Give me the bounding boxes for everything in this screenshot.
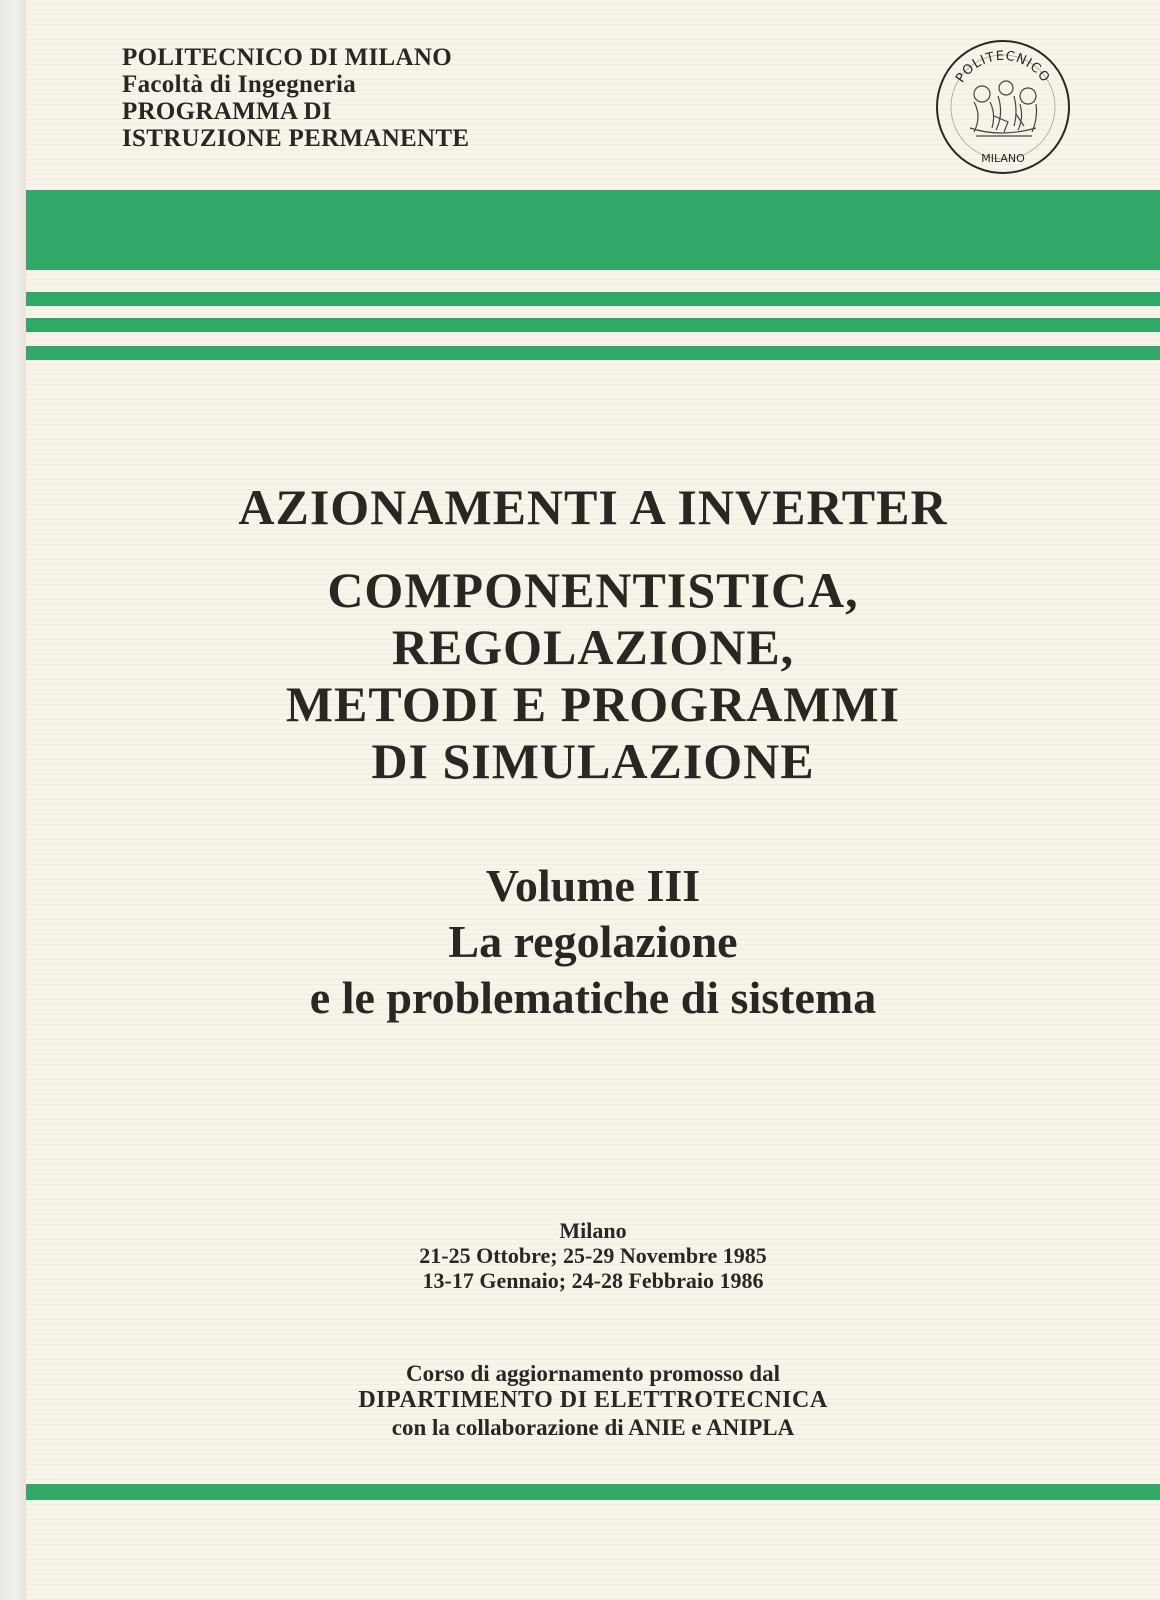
book-spine-edge bbox=[0, 0, 26, 1600]
main-title: AZIONAMENTI A INVERTER bbox=[238, 479, 948, 535]
program-name-line1: PROGRAMMA DI bbox=[122, 98, 332, 125]
program-name-line2: ISTRUZIONE PERMANENTE bbox=[122, 125, 470, 152]
institution-header bbox=[122, 44, 469, 152]
institution-name: POLITECNICO DI MILANO bbox=[122, 44, 452, 71]
cover-page bbox=[26, 0, 1160, 1600]
svg-text:POLITECNICO bbox=[953, 49, 1053, 86]
course-info bbox=[26, 1360, 1160, 1441]
politecnico-seal bbox=[932, 36, 1074, 178]
seal-top-text: POLITECNICO bbox=[953, 48, 1053, 86]
course-description: Corso di aggiornamento promosso dal bbox=[406, 1361, 780, 1386]
event-dates-1986: 13-17 Gennaio; 24-28 Febbraio 1986 bbox=[422, 1268, 764, 1293]
collaboration-note: con la collaborazione di ANIE e ANIPLA bbox=[391, 1415, 795, 1440]
green-stripe-3 bbox=[26, 346, 1160, 360]
green-band-thick bbox=[26, 190, 1160, 270]
department-name: DIPARTIMENTO DI ELETTROTECNICA bbox=[358, 1387, 828, 1413]
subtitle-line-2: REGOLAZIONE, bbox=[391, 619, 795, 675]
subtitle-line-4: DI SIMULAZIONE bbox=[371, 733, 815, 789]
green-stripe-2 bbox=[26, 318, 1160, 332]
volume-title-line-2: e le problematiche di sistema bbox=[309, 972, 877, 1023]
volume-number: Volume III bbox=[485, 860, 701, 911]
event-dates-1985: 21-25 Ottobre; 25-29 Novembre 1985 bbox=[419, 1243, 767, 1268]
green-stripe-1 bbox=[26, 292, 1160, 306]
green-band-bottom bbox=[26, 1484, 1160, 1500]
event-city: Milano bbox=[559, 1218, 627, 1243]
seal-figures-icon bbox=[970, 81, 1037, 136]
volume-title-line-1: La regolazione bbox=[448, 916, 738, 967]
subtitle-line-1: COMPONENTISTICA, bbox=[327, 562, 859, 618]
event-info bbox=[26, 1218, 1160, 1293]
subtitle-line-3: METODI E PROGRAMMI bbox=[285, 676, 901, 732]
seal-bottom-text: MILANO bbox=[981, 152, 1025, 165]
volume-block bbox=[26, 858, 1160, 1026]
faculty-name: Facoltà di Ingegneria bbox=[122, 71, 357, 98]
subtitle bbox=[26, 562, 1160, 790]
